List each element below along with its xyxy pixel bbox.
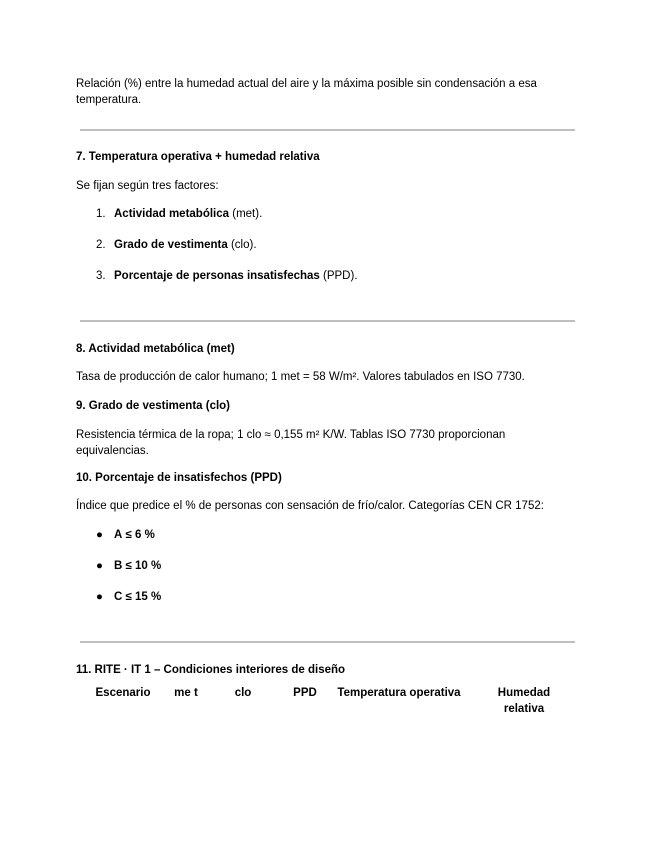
list-number: 1.: [96, 208, 106, 220]
bullet-icon: ●: [96, 560, 103, 572]
category-label: A: [114, 529, 123, 541]
list-detail: (PPD).: [319, 270, 358, 282]
section-9-text: Resistencia térmica de la ropa; 1 clo ≈ 0,155 m² K/W. Tablas ISO 7730 proporcionan equivalencias.: [76, 429, 506, 457]
section-7-intro: Se fijan según tres factores:: [76, 180, 219, 192]
section-10-heading: 10. Porcentaje de insatisfechos (PPD): [76, 472, 282, 484]
list-item: [96, 268, 566, 284]
section-8-text: Tasa de producción de calor humano; 1 met = 58 W/m². Valores tabulados en ISO 7730.: [76, 371, 525, 383]
table-header-cell: me t: [174, 687, 198, 699]
divider: [80, 320, 575, 322]
table-header-cell: clo: [234, 687, 252, 699]
list-term: Grado de vestimenta: [114, 239, 228, 251]
list-item: [96, 558, 566, 574]
list-item: [96, 589, 566, 605]
list-item: [96, 237, 566, 253]
section-11-heading: 11. RITE · IT 1 – Condiciones interiores de diseño: [76, 664, 346, 676]
category-value: ≤ 15 %: [125, 591, 162, 603]
list-term: Porcentaje de personas insatisfechas: [114, 270, 320, 282]
list-detail: (clo).: [227, 239, 257, 251]
category-label: B: [114, 560, 123, 572]
category-value: ≤ 10 %: [125, 560, 162, 572]
divider: [80, 641, 575, 643]
intro-paragraph: Relación (%) entre la humedad actual del aire y la máxima posible sin condensación a esa temperatura.: [76, 78, 537, 106]
list-number: 2.: [96, 239, 106, 251]
bullet-icon: ●: [96, 529, 103, 541]
section-9-heading: 9. Grado de vestimenta (clo): [76, 400, 231, 412]
list-item: [96, 206, 566, 222]
section-7-heading: 7. Temperatura operativa + humedad relativa: [76, 151, 320, 163]
list-item: [96, 527, 566, 543]
list-term: Actividad metabólica: [114, 208, 230, 220]
table-header-cell: Humedad relativa: [497, 687, 551, 715]
list-number: 3.: [96, 270, 106, 282]
category-label: C: [114, 591, 123, 603]
section-8-heading: 8. Actividad metabólica (met): [76, 343, 235, 355]
table-header-cell: Temperatura operativa: [337, 687, 461, 699]
table-header-cell: PPD: [293, 687, 317, 699]
table-header-cell: Escenario: [95, 687, 151, 699]
bullet-icon: ●: [96, 591, 103, 603]
list-detail: (met).: [229, 208, 263, 220]
divider: [80, 129, 575, 131]
category-value: ≤ 6 %: [125, 529, 155, 541]
section-10-text: Índice que predice el % de personas con sensación de frío/calor. Categorías CEN CR 1752:: [76, 500, 544, 512]
